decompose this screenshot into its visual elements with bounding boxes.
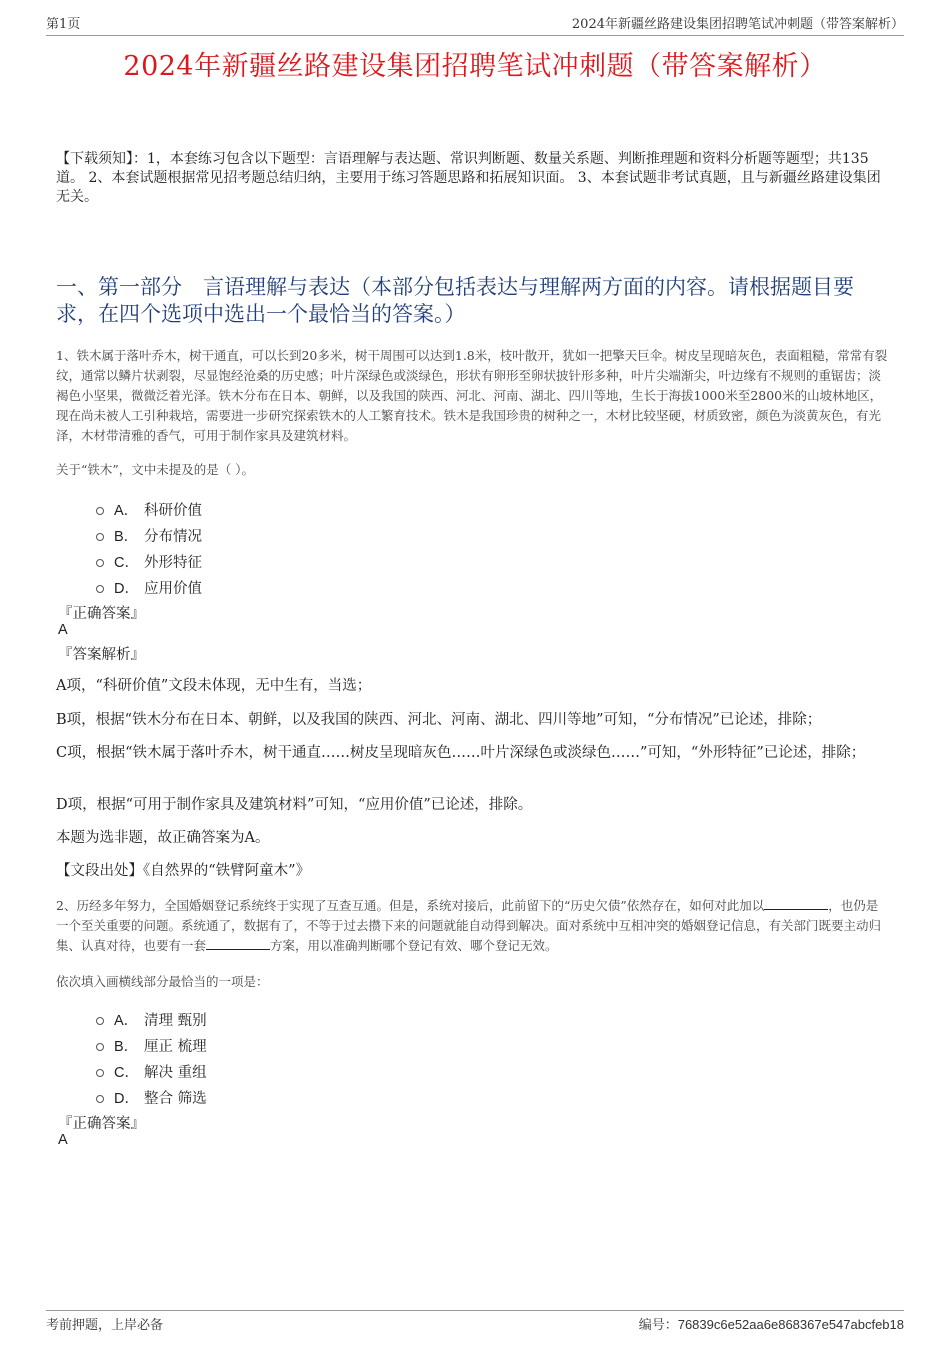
radio-icon[interactable]	[96, 559, 104, 567]
option-a[interactable]: A． 科研价值	[96, 496, 202, 522]
fill-blank	[206, 937, 270, 950]
fill-blank	[764, 897, 828, 910]
radio-icon[interactable]	[96, 1043, 104, 1051]
radio-icon[interactable]	[96, 1095, 104, 1103]
document-title: 2024年新疆丝路建设集团招聘笔试冲刺题（带答案解析）	[123, 51, 827, 82]
radio-icon[interactable]	[96, 585, 104, 593]
answer-label: 『正确答案』	[58, 1116, 145, 1132]
answer-value: A	[58, 622, 68, 638]
question-2-stem: 依次填入画横线部分最恰当的一项是：	[56, 974, 269, 989]
analysis-line-a: A项，“科研价值”文段未体现，无中生有，当选；	[56, 678, 372, 694]
analysis-line-b: B项，根据“铁木分布在日本、朝鲜，以及我国的陕西、河北、河南、湖北、四川等地”可知，“分布情况”已论述，排除；	[56, 712, 822, 728]
option-c[interactable]: C． 解决 重组	[96, 1058, 207, 1084]
answer-label: 『正确答案』	[58, 606, 145, 622]
analysis-label: 『答案解析』	[58, 647, 145, 663]
option-b[interactable]: B． 分布情况	[96, 522, 202, 548]
section-title: 一、第一部分 言语理解与表达（本部分包括表达与理解两方面的内容。请根据题目要求，在四个选项中选出一个最恰当的答案。）	[56, 275, 854, 326]
footer-code: 编号：76839c6e52aa6e868367e547abcfeb18	[638, 1317, 904, 1333]
header-doc-title: 2024年新疆丝路建设集团招聘笔试冲刺题（带答案解析）	[571, 17, 904, 32]
question-2-passage: 2、历经多年努力，全国婚姻登记系统终于实现了互查互通。但是，系统对接后，此前留下的“历史欠债”依然存在，如何对此加以 ，也仍是一个至关重要的问题。系统通了，数据有了，不等于过去攒下来的问题就能自动得到解决。面对系统中互相冲突的婚姻登记信息，有关部门既要主动归集、认真对待，也要有一套 方案，用以准确判断哪个登记有效、哪个登记无效。	[56, 898, 882, 953]
radio-icon[interactable]	[96, 533, 104, 541]
analysis-source: 【文段出处】《自然界的“铁臂阿童木”》	[56, 863, 311, 879]
question-1-stem: 关于“铁木”，文中未提及的是（ ）。	[56, 462, 255, 477]
analysis-conclusion: 本题为选非题，故正确答案为A。	[56, 830, 270, 846]
option-d[interactable]: D． 应用价值	[96, 574, 202, 600]
question-2-options	[96, 1006, 207, 1110]
question-1-passage: 1、铁木属于落叶乔木，树干通直，可以长到20多米，树干周围可以达到1.8米，枝叶散开，犹如一把擎天巨伞。树皮呈现暗灰色，表面粗糙，常常有裂纹，通常以鳞片状剥裂，尽显饱经沧桑的历史感；叶片深绿色或淡绿色，形状有卵形至卵状披针形多种，叶片尖端渐尖，叶边缘有不规则的重锯齿；淡褐色小坚果，微微泛着光泽。铁木分布在日本、朝鲜，以及我国的陕西、河北、河南、湖北、四川等地，生长于海拔1000米至2800米的山坡林地区，现在尚未被人工引种栽培，需要进一步研究探索铁木的人工繁育技术。铁木是我国珍贵的树种之一，木材比较坚硬，材质致密，颜色为淡黄灰色，有光泽，木材带清雅的香气，可用于制作家具及建筑材料。	[56, 348, 888, 443]
analysis-line-d: D项，根据“可用于制作家具及建筑材料”可知，“应用价值”已论述，排除。	[56, 797, 533, 813]
radio-icon[interactable]	[96, 1069, 104, 1077]
page-footer	[46, 1310, 904, 1333]
page-header	[46, 12, 904, 36]
download-notice: 【下载须知】：1，本套练习包含以下题型：言语理解与表达题、常识判断题、数量关系题、判断推理题和资料分析题等题型；共135道。 2、本套试题根据常见招考题总结归纳，主要用于练习答题思路和拓展知识面。 3、本套试题非考试真题，且与新疆丝路建设集团无关。	[56, 151, 881, 205]
answer-value: A	[58, 1132, 68, 1148]
question-1-options	[96, 496, 202, 600]
footer-slogan: 考前押题，上岸必备	[46, 1318, 164, 1333]
option-d[interactable]: D． 整合 筛选	[96, 1084, 207, 1110]
option-b[interactable]: B． 厘正 梳理	[96, 1032, 207, 1058]
page-number: 第1页	[46, 17, 81, 32]
radio-icon[interactable]	[96, 1017, 104, 1025]
option-c[interactable]: C． 外形特征	[96, 548, 202, 574]
analysis-line-c: C项，根据“铁木属于落叶乔木，树干通直……树皮呈现暗灰色……叶片深绿色或淡绿色……”可知，“外形特征”已论述，排除；	[56, 745, 866, 761]
radio-icon[interactable]	[96, 507, 104, 515]
option-a[interactable]: A． 清理 甄别	[96, 1006, 207, 1032]
